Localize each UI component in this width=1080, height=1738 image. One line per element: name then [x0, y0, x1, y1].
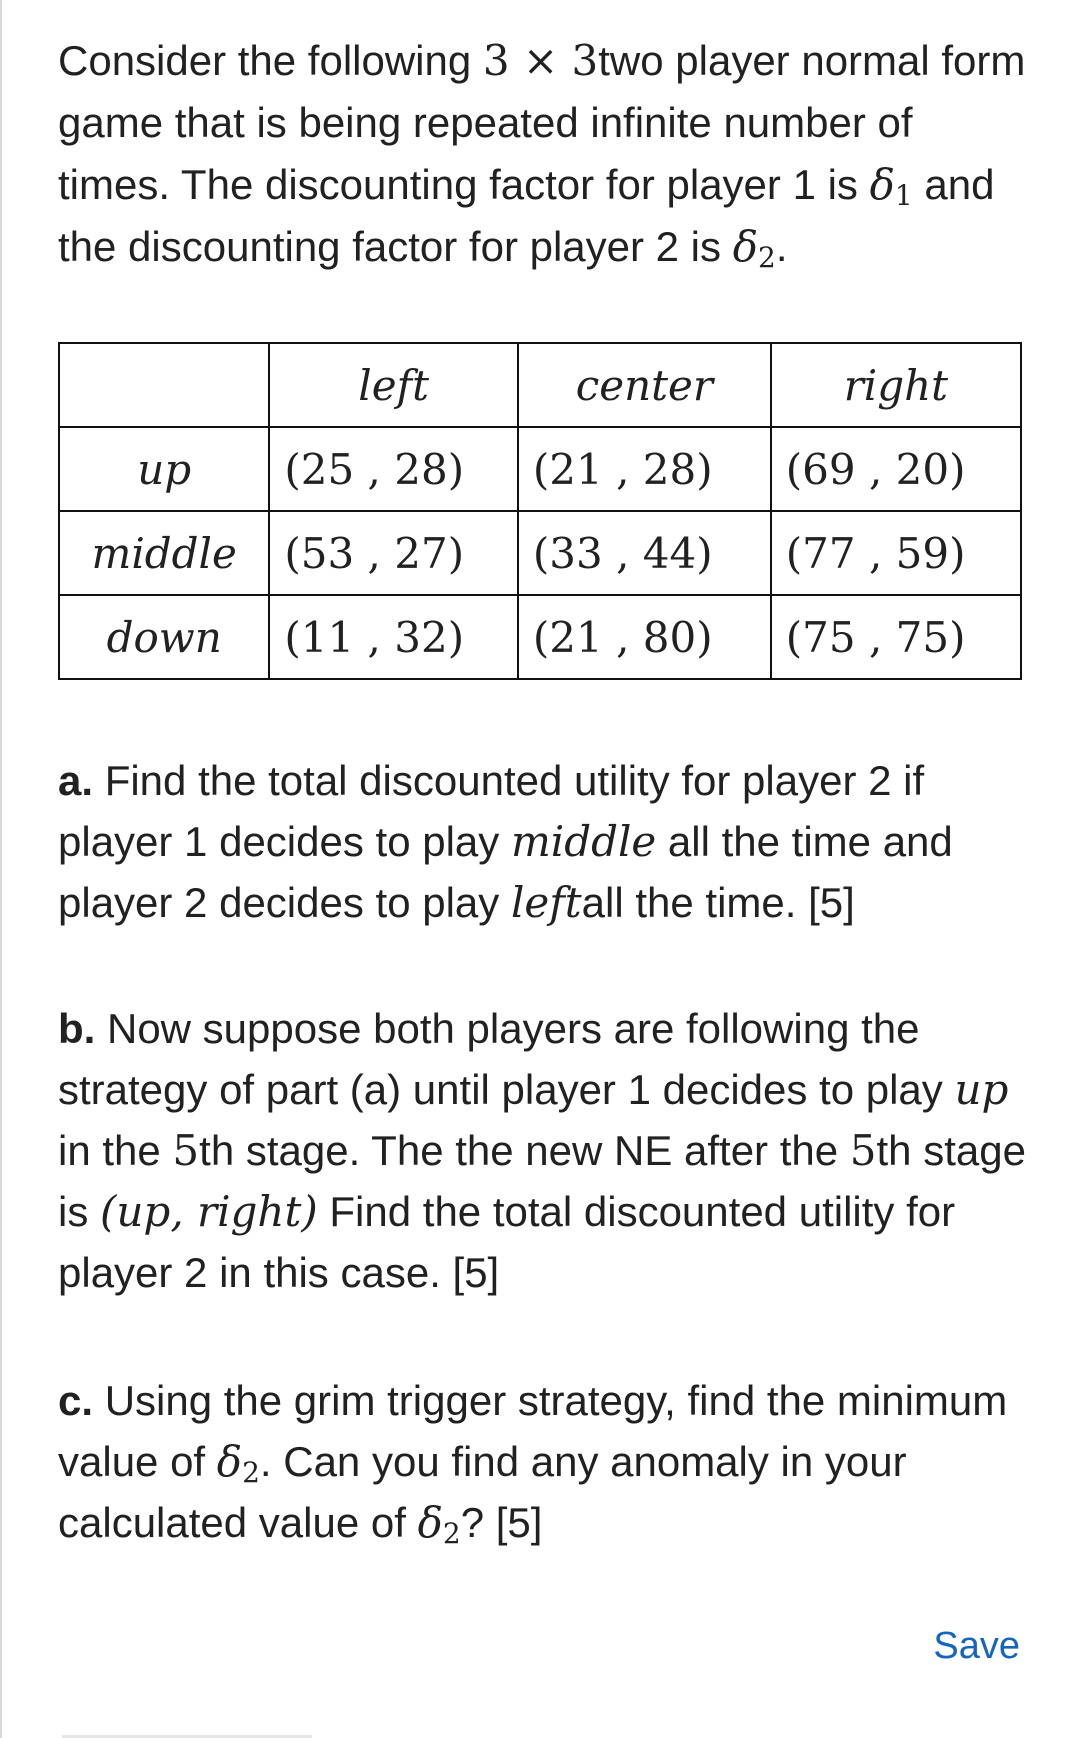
- payoff-cell: (75 , 75): [771, 595, 1021, 679]
- question-label: c.: [58, 1377, 94, 1424]
- question-text: Now suppose both players are following the strategy of part (a) until player 1 decides to play: [58, 1005, 955, 1113]
- payoff-cell: (11 , 32): [269, 595, 518, 679]
- delta-subscript: 2: [442, 1517, 461, 1550]
- table-header-row: [59, 343, 1021, 427]
- table-row: [59, 511, 1021, 595]
- question-b: [58, 998, 1028, 1303]
- question-text: ? [5]: [460, 1499, 543, 1546]
- corner-cell: [59, 343, 269, 427]
- question-a: [58, 750, 1028, 933]
- delta-subscript: 1: [894, 179, 913, 212]
- delta-subscript: 2: [242, 1456, 260, 1489]
- intro-text-3: and the discounting factor for player 2 is: [58, 161, 995, 270]
- payoff-cell: (21 , 80): [518, 595, 771, 679]
- payoff-table: [58, 342, 1022, 680]
- row-header: middle: [59, 511, 269, 595]
- question-text: th stage. The the new NE after the: [199, 1127, 850, 1174]
- question-c: [58, 1370, 1028, 1553]
- intro-text: [58, 30, 1028, 278]
- question-text: in the: [58, 1127, 173, 1174]
- question-label: b.: [58, 1005, 96, 1052]
- question-math: middle: [510, 817, 657, 866]
- row-header: up: [59, 427, 269, 511]
- question-text: all the time. [5]: [581, 879, 855, 926]
- question-math: left: [510, 878, 582, 927]
- intro-math-dims: 3 × 3: [482, 36, 599, 85]
- question-math: up: [954, 1065, 1009, 1114]
- delta-symbol: δ: [869, 160, 895, 209]
- delta-symbol: δ: [732, 222, 758, 271]
- payoff-cell: (21 , 28): [518, 427, 771, 511]
- column-header: left: [269, 343, 518, 427]
- delta-symbol: δ: [417, 1498, 443, 1547]
- intro-text-2: two player normal form game that is being repeated infinite number of times. The discounting factor for player 1 is: [58, 37, 1026, 208]
- question-text: th stage is: [58, 1127, 1026, 1235]
- question-text: Find the total discounted utility for player 2 if player 1 decides to play: [58, 757, 925, 865]
- table-row: [59, 427, 1021, 511]
- delta-subscript: 2: [757, 241, 776, 274]
- question-math: (up, right): [100, 1187, 318, 1236]
- payoff-cell: (25 , 28): [269, 427, 518, 511]
- question-text: Using the grim trigger strategy, find the minimum value of: [58, 1377, 1008, 1485]
- row-header: down: [59, 595, 269, 679]
- question-math: 5: [172, 1126, 200, 1175]
- question-math-delta: [216, 1437, 260, 1489]
- payoff-cell: (33 , 44): [518, 511, 771, 595]
- payoff-cell: (69 , 20): [771, 427, 1021, 511]
- intro-text-4: .: [775, 223, 788, 270]
- save-button[interactable]: Save: [933, 1625, 1020, 1667]
- left-border: [0, 0, 2, 1738]
- payoff-cell: (53 , 27): [269, 511, 518, 595]
- question-text: Find the total discounted utility for player 2 in this case. [5]: [58, 1188, 956, 1296]
- question-text: . Can you find any anomaly in your calculated value of: [58, 1438, 907, 1546]
- delta-symbol: δ: [216, 1437, 243, 1486]
- table-row: [59, 595, 1021, 679]
- question-math: 5: [849, 1126, 877, 1175]
- question-text: all the time and player 2 decides to play: [58, 818, 953, 926]
- question-label: a.: [58, 757, 94, 804]
- column-header: right: [771, 343, 1021, 427]
- question-math-delta: [417, 1498, 461, 1550]
- column-header: center: [518, 343, 771, 427]
- intro-paragraph: [58, 30, 1028, 278]
- payoff-cell: (77 , 59): [771, 511, 1021, 595]
- intro-math-delta2: [732, 222, 776, 274]
- intro-text-1: Consider the following: [58, 37, 483, 84]
- intro-math-delta1: [869, 160, 913, 212]
